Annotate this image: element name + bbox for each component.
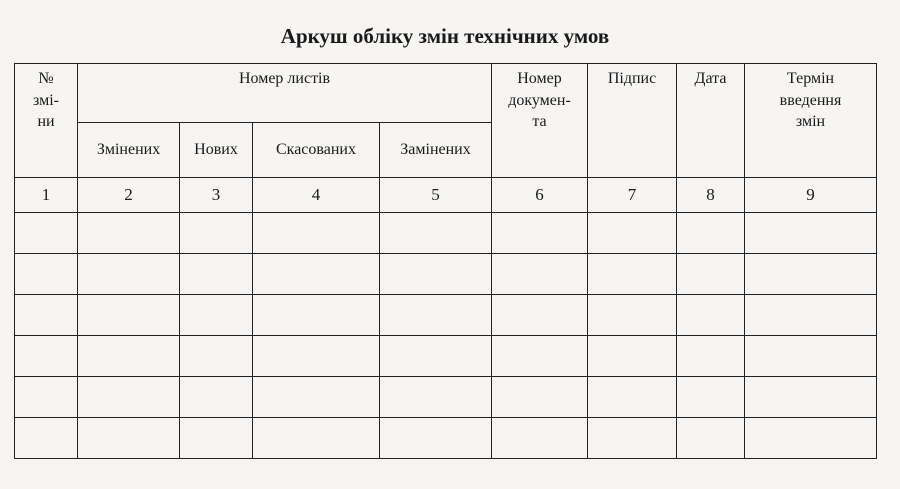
table-cell bbox=[677, 377, 745, 418]
table-cell bbox=[380, 336, 492, 377]
table-cell bbox=[15, 377, 78, 418]
table-cell bbox=[180, 377, 253, 418]
header-changed: Змінених bbox=[78, 123, 180, 178]
header-signature: Підпис bbox=[588, 64, 677, 178]
table-cell bbox=[492, 295, 588, 336]
table-cell bbox=[380, 418, 492, 459]
table-cell bbox=[745, 377, 877, 418]
column-number: 3 bbox=[180, 178, 253, 213]
column-number: 6 bbox=[492, 178, 588, 213]
table-cell bbox=[253, 377, 380, 418]
table-cell bbox=[677, 213, 745, 254]
table-cell bbox=[677, 295, 745, 336]
table-cell bbox=[78, 336, 180, 377]
column-number: 8 bbox=[677, 178, 745, 213]
table-row bbox=[15, 254, 877, 295]
table-cell bbox=[180, 418, 253, 459]
table-cell bbox=[492, 336, 588, 377]
table-row bbox=[15, 295, 877, 336]
table-cell bbox=[15, 295, 78, 336]
table-row bbox=[15, 336, 877, 377]
table-cell bbox=[253, 295, 380, 336]
table-cell bbox=[677, 254, 745, 295]
table-cell bbox=[15, 254, 78, 295]
page-title: Аркуш обліку змін технічних умов bbox=[280, 24, 610, 48]
table-cell bbox=[180, 336, 253, 377]
table-cell bbox=[78, 377, 180, 418]
table-cell bbox=[15, 418, 78, 459]
table-cell bbox=[78, 213, 180, 254]
table-cell bbox=[745, 418, 877, 459]
table-cell bbox=[380, 377, 492, 418]
column-number: 4 bbox=[253, 178, 380, 213]
header-date: Дата bbox=[677, 64, 745, 178]
table-cell bbox=[380, 254, 492, 295]
table-cell bbox=[588, 418, 677, 459]
table-cell bbox=[492, 213, 588, 254]
header-sheet-numbers: Номер листів bbox=[78, 64, 492, 123]
table-cell bbox=[588, 336, 677, 377]
column-number: 5 bbox=[380, 178, 492, 213]
table-row bbox=[15, 418, 877, 459]
column-number: 7 bbox=[588, 178, 677, 213]
table-row bbox=[15, 213, 877, 254]
table-cell bbox=[677, 336, 745, 377]
changes-log-table bbox=[14, 63, 877, 459]
table-cell bbox=[253, 213, 380, 254]
table-cell bbox=[588, 254, 677, 295]
table-cell bbox=[745, 336, 877, 377]
header-cancelled: Скасованих bbox=[253, 123, 380, 178]
column-number: 2 bbox=[78, 178, 180, 213]
table-cell bbox=[180, 213, 253, 254]
header-change-no: № змі- ни bbox=[15, 64, 78, 178]
header-replaced: Замінених bbox=[380, 123, 492, 178]
table-cell bbox=[78, 295, 180, 336]
header-new: Нових bbox=[180, 123, 253, 178]
table-cell bbox=[492, 377, 588, 418]
table-cell bbox=[253, 254, 380, 295]
column-number-row bbox=[15, 178, 877, 213]
table-cell bbox=[588, 213, 677, 254]
table-body bbox=[15, 213, 877, 459]
table-cell bbox=[253, 418, 380, 459]
table-cell bbox=[253, 336, 380, 377]
column-number: 9 bbox=[745, 178, 877, 213]
table-cell bbox=[677, 418, 745, 459]
header-doc-number: Номер докумен- та bbox=[492, 64, 588, 178]
table-row bbox=[15, 377, 877, 418]
table-cell bbox=[380, 213, 492, 254]
header-effective-term: Термін введення змін bbox=[745, 64, 877, 178]
table-cell bbox=[745, 254, 877, 295]
table-cell bbox=[15, 213, 78, 254]
table-cell bbox=[180, 254, 253, 295]
table-cell bbox=[588, 295, 677, 336]
table-cell bbox=[78, 254, 180, 295]
header-row-top bbox=[15, 64, 877, 123]
table-cell bbox=[745, 295, 877, 336]
table-cell bbox=[15, 336, 78, 377]
table-cell bbox=[78, 418, 180, 459]
table-cell bbox=[492, 254, 588, 295]
table-cell bbox=[380, 295, 492, 336]
table-cell bbox=[180, 295, 253, 336]
table-cell bbox=[745, 213, 877, 254]
table-cell bbox=[588, 377, 677, 418]
table-cell bbox=[492, 418, 588, 459]
column-number: 1 bbox=[15, 178, 78, 213]
